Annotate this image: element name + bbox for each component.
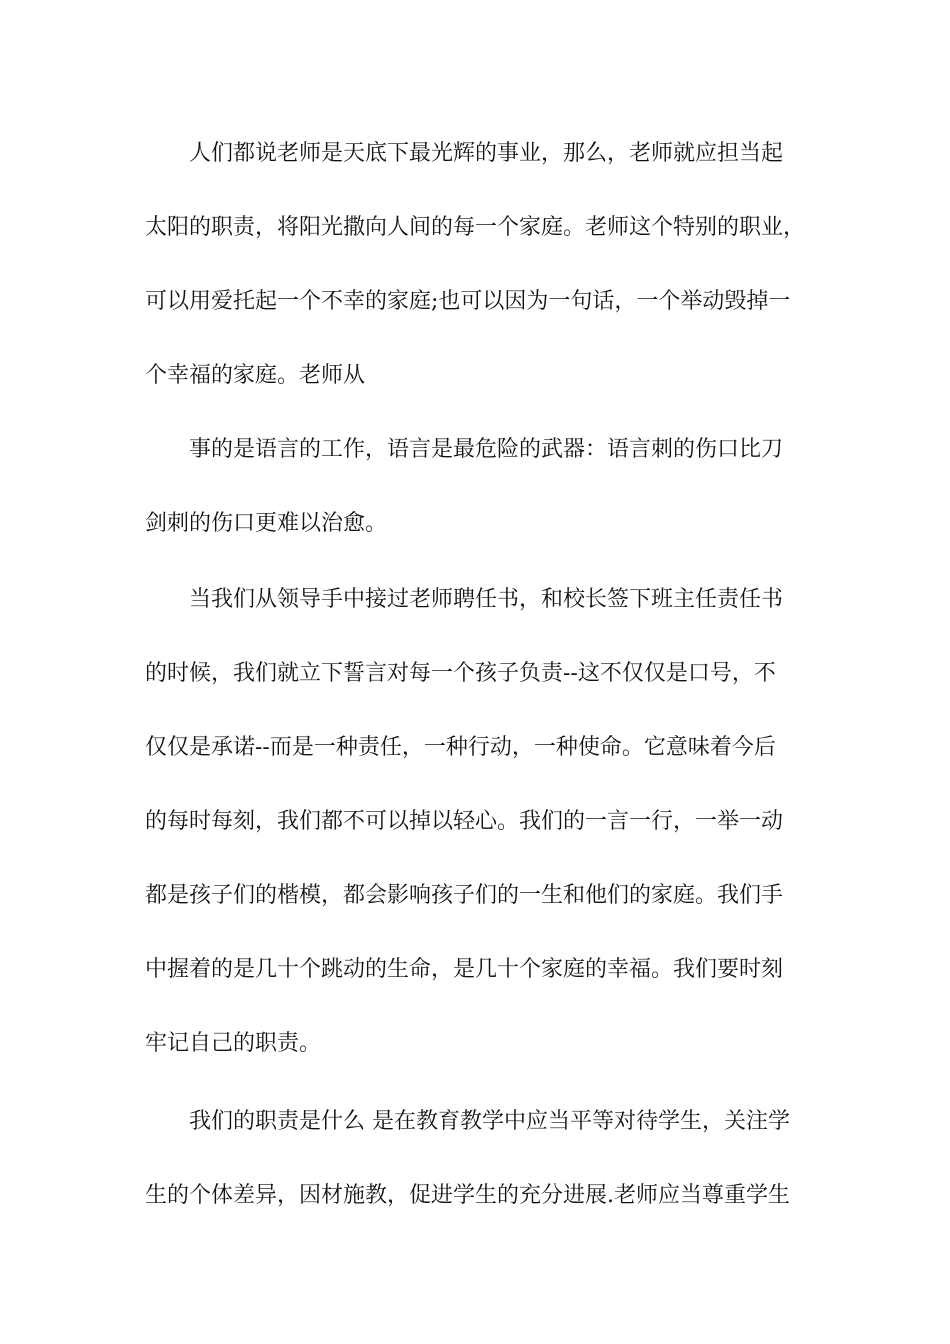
text-line: 仅仅是承诺--而是一种责任，一种行动，一种使命。它意味着今后 (145, 735, 776, 760)
text-line: 中握着的是几十个跳动的生命，是几十个家庭的幸福。我们要时刻 (145, 957, 784, 982)
text-line: 牢记自己的职责。 (145, 1031, 322, 1056)
text-line: 个幸福的家庭。老师从 (145, 363, 366, 388)
text-line: 的时候，我们就立下誓言对每一个孩子负责--这不仅仅是口号，不 (145, 661, 776, 686)
text-line: 都是孩子们的楷模，都会影响孩子们的一生和他们的家庭。我们手 (145, 883, 784, 908)
text-line: 当我们从领导手中接过老师聘任书，和校长签下班主任责任书 (189, 587, 784, 612)
text-line: 的每时每刻，我们都不可以掉以轻心。我们的一言一行，一举一动 (145, 809, 784, 834)
text-line: 生的个体差异，因材施教，促进学生的充分进展.老师应当尊重学生 (145, 1183, 790, 1208)
text-line: 人们都说老师是天底下最光辉的事业，那么，老师就应担当起 (189, 141, 784, 166)
text-line: 太阳的职责，将阳光撒向人间的每一个家庭。老师这个特别的职业， (145, 215, 806, 240)
text-line: 可以用爱托起一个不幸的家庭;也可以因为一句话，一个举动毁掉一 (145, 289, 791, 314)
text-line: 事的是语言的工作，语言是最危险的武器：语言刺的伤口比刀 (189, 437, 784, 462)
text-line: 我们的职责是什么 是在教育教学中应当平等对待学生，关注学 (189, 1109, 790, 1134)
text-line: 剑刺的伤口更难以治愈。 (145, 511, 388, 536)
